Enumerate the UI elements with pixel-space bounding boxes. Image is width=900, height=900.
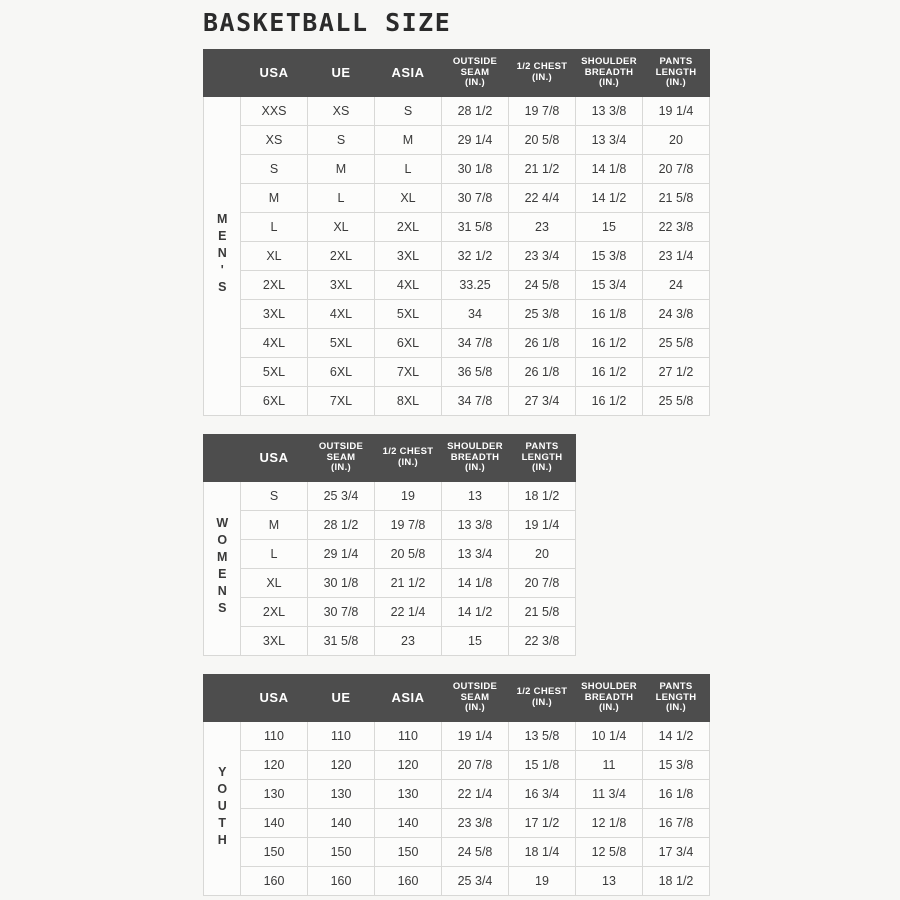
column-header-usa: USA (241, 50, 308, 97)
table-row (204, 598, 576, 627)
cell: 31 5/8 (442, 213, 509, 242)
cell: 110 (375, 722, 442, 751)
table-row (204, 722, 710, 751)
table-row (204, 271, 710, 300)
column-header-ue: UE (308, 675, 375, 722)
cell: 2XL (241, 271, 308, 300)
cell: 13 3/8 (442, 511, 509, 540)
mens-size-table-block (203, 49, 710, 416)
table-row (204, 780, 710, 809)
cell: XL (241, 242, 308, 271)
cell: S (241, 482, 308, 511)
table-row (204, 540, 576, 569)
cell: 20 7/8 (643, 155, 710, 184)
cell: 20 5/8 (509, 126, 576, 155)
cell: 120 (308, 751, 375, 780)
youth-size-table-block (203, 674, 710, 896)
cell: 26 1/8 (509, 329, 576, 358)
cell: 16 1/2 (576, 358, 643, 387)
cell: 22 1/4 (375, 598, 442, 627)
cell: 28 1/2 (442, 97, 509, 126)
table-row (204, 511, 576, 540)
cell: 33.25 (442, 271, 509, 300)
table-row (204, 751, 710, 780)
cell: 23 3/8 (442, 809, 509, 838)
womens-size-table (203, 434, 576, 656)
cell: 130 (241, 780, 308, 809)
cell: 13 (442, 482, 509, 511)
cell: 22 3/8 (643, 213, 710, 242)
table-header-row (204, 435, 576, 482)
cell: 13 (576, 867, 643, 896)
cell: 7XL (308, 387, 375, 416)
column-header-ue: UE (308, 50, 375, 97)
cell: 16 7/8 (643, 809, 710, 838)
column-header-outside-seam: OUTSIDE SEAM (IN.) (442, 50, 509, 97)
cell: 2XL (375, 213, 442, 242)
cell: 15 (576, 213, 643, 242)
cell: 21 5/8 (643, 184, 710, 213)
column-header-half-chest: 1/2 CHEST (IN.) (375, 435, 442, 482)
cell: 3XL (308, 271, 375, 300)
table-row (204, 809, 710, 838)
cell: 24 (643, 271, 710, 300)
cell: 14 1/2 (442, 598, 509, 627)
cell: 12 5/8 (576, 838, 643, 867)
cell: 6XL (375, 329, 442, 358)
cell: 16 1/8 (576, 300, 643, 329)
table-row (204, 569, 576, 598)
cell: 5XL (241, 358, 308, 387)
cell: 21 1/2 (375, 569, 442, 598)
cell: 24 5/8 (442, 838, 509, 867)
cell: XL (241, 569, 308, 598)
table-row (204, 242, 710, 271)
table-row (204, 329, 710, 358)
cell: 19 (509, 867, 576, 896)
table-header-row (204, 50, 710, 97)
cell: 150 (375, 838, 442, 867)
cell: 21 1/2 (509, 155, 576, 184)
cell: S (375, 97, 442, 126)
cell: 15 3/4 (576, 271, 643, 300)
cell: M (308, 155, 375, 184)
cell: 3XL (241, 627, 308, 656)
cell: L (241, 213, 308, 242)
cell: 22 4/4 (509, 184, 576, 213)
cell: 30 7/8 (442, 184, 509, 213)
corner-cell (204, 675, 241, 722)
cell: XL (308, 213, 375, 242)
cell: 2XL (241, 598, 308, 627)
table-row (204, 482, 576, 511)
table-row (204, 387, 710, 416)
cell: 6XL (308, 358, 375, 387)
cell: L (308, 184, 375, 213)
column-header-asia: ASIA (375, 50, 442, 97)
cell: 18 1/2 (643, 867, 710, 896)
table-row (204, 838, 710, 867)
cell: 14 1/8 (442, 569, 509, 598)
cell: 7XL (375, 358, 442, 387)
corner-cell (204, 435, 241, 482)
corner-cell (204, 50, 241, 97)
cell: 26 1/8 (509, 358, 576, 387)
cell: 19 7/8 (509, 97, 576, 126)
cell: 13 3/4 (576, 126, 643, 155)
column-header-asia: ASIA (375, 675, 442, 722)
cell: 34 7/8 (442, 387, 509, 416)
column-header-outside-seam: OUTSIDE SEAM (IN.) (308, 435, 375, 482)
cell: 20 (509, 540, 576, 569)
cell: M (241, 184, 308, 213)
cell: 120 (241, 751, 308, 780)
cell: S (308, 126, 375, 155)
cell: 30 1/8 (308, 569, 375, 598)
cell: 23 3/4 (509, 242, 576, 271)
cell: 120 (375, 751, 442, 780)
cell: 27 1/2 (643, 358, 710, 387)
womens-size-table-block (203, 434, 576, 656)
mens-size-table (203, 49, 710, 416)
cell: 21 5/8 (509, 598, 576, 627)
cell: 160 (375, 867, 442, 896)
cell: M (375, 126, 442, 155)
table-row (204, 97, 710, 126)
cell: 110 (308, 722, 375, 751)
cell: 22 1/4 (442, 780, 509, 809)
cell: 30 7/8 (308, 598, 375, 627)
cell: 16 1/2 (576, 329, 643, 358)
cell: 13 3/8 (576, 97, 643, 126)
table-row (204, 300, 710, 329)
youth-table-body (204, 722, 710, 896)
table-row (204, 627, 576, 656)
cell: 150 (241, 838, 308, 867)
cell: XXS (241, 97, 308, 126)
womens-table-body (204, 482, 576, 656)
cell: 27 3/4 (509, 387, 576, 416)
cell: 14 1/8 (576, 155, 643, 184)
cell: 25 5/8 (643, 329, 710, 358)
cell: 20 7/8 (442, 751, 509, 780)
cell: 16 1/8 (643, 780, 710, 809)
cell: 160 (308, 867, 375, 896)
cell: 25 3/4 (308, 482, 375, 511)
cell: XS (308, 97, 375, 126)
cell: 28 1/2 (308, 511, 375, 540)
cell: 36 5/8 (442, 358, 509, 387)
cell: 32 1/2 (442, 242, 509, 271)
column-header-pants-length: PANTS LENGTH (IN.) (643, 675, 710, 722)
cell: 160 (241, 867, 308, 896)
page-title: BASKETBALL SIZE (203, 8, 452, 37)
row-group-label-mens: MEN'S (204, 97, 241, 416)
youth-table-head (204, 675, 710, 722)
cell: 130 (375, 780, 442, 809)
cell: S (241, 155, 308, 184)
table-row (204, 867, 710, 896)
cell: 15 3/8 (643, 751, 710, 780)
cell: 20 7/8 (509, 569, 576, 598)
cell: 140 (308, 809, 375, 838)
mens-table-head (204, 50, 710, 97)
cell: 3XL (375, 242, 442, 271)
table-row (204, 213, 710, 242)
cell: 13 5/8 (509, 722, 576, 751)
cell: L (241, 540, 308, 569)
cell: L (375, 155, 442, 184)
cell: 23 (375, 627, 442, 656)
youth-size-table (203, 674, 710, 896)
cell: 30 1/8 (442, 155, 509, 184)
cell: 19 1/4 (442, 722, 509, 751)
cell: 20 5/8 (375, 540, 442, 569)
cell: 16 3/4 (509, 780, 576, 809)
cell: 14 1/2 (576, 184, 643, 213)
column-header-half-chest: 1/2 CHEST (IN.) (509, 50, 576, 97)
cell: 20 (643, 126, 710, 155)
column-header-half-chest: 1/2 CHEST (IN.) (509, 675, 576, 722)
cell: 4XL (308, 300, 375, 329)
cell: 5XL (308, 329, 375, 358)
cell: 29 1/4 (442, 126, 509, 155)
cell: M (241, 511, 308, 540)
cell: 140 (375, 809, 442, 838)
cell: 15 1/8 (509, 751, 576, 780)
cell: 31 5/8 (308, 627, 375, 656)
cell: 2XL (308, 242, 375, 271)
cell: 23 (509, 213, 576, 242)
cell: 15 (442, 627, 509, 656)
cell: 18 1/4 (509, 838, 576, 867)
cell: 18 1/2 (509, 482, 576, 511)
column-header-outside-seam: OUTSIDE SEAM (IN.) (442, 675, 509, 722)
cell: 22 3/8 (509, 627, 576, 656)
cell: 24 3/8 (643, 300, 710, 329)
cell: 34 7/8 (442, 329, 509, 358)
cell: 23 1/4 (643, 242, 710, 271)
table-header-row (204, 675, 710, 722)
cell: 17 3/4 (643, 838, 710, 867)
cell: 4XL (241, 329, 308, 358)
cell: 19 1/4 (643, 97, 710, 126)
column-header-shoulder-breadth: SHOULDER BREADTH (IN.) (576, 675, 643, 722)
cell: 5XL (375, 300, 442, 329)
column-header-pants-length: PANTS LENGTH (IN.) (509, 435, 576, 482)
cell: 17 1/2 (509, 809, 576, 838)
cell: XS (241, 126, 308, 155)
cell: XL (375, 184, 442, 213)
table-row (204, 155, 710, 184)
womens-table-head (204, 435, 576, 482)
cell: 34 (442, 300, 509, 329)
column-header-shoulder-breadth: SHOULDER BREADTH (IN.) (576, 50, 643, 97)
column-header-usa: USA (241, 675, 308, 722)
cell: 150 (308, 838, 375, 867)
cell: 6XL (241, 387, 308, 416)
cell: 19 7/8 (375, 511, 442, 540)
column-header-usa: USA (241, 435, 308, 482)
cell: 13 3/4 (442, 540, 509, 569)
table-row (204, 184, 710, 213)
cell: 19 1/4 (509, 511, 576, 540)
cell: 14 1/2 (643, 722, 710, 751)
cell: 25 3/8 (509, 300, 576, 329)
cell: 12 1/8 (576, 809, 643, 838)
mens-table-body (204, 97, 710, 416)
row-group-label-youth: YOUTH (204, 722, 241, 896)
cell: 4XL (375, 271, 442, 300)
cell: 16 1/2 (576, 387, 643, 416)
cell: 8XL (375, 387, 442, 416)
cell: 29 1/4 (308, 540, 375, 569)
cell: 19 (375, 482, 442, 511)
cell: 3XL (241, 300, 308, 329)
column-header-pants-length: PANTS LENGTH (IN.) (643, 50, 710, 97)
cell: 24 5/8 (509, 271, 576, 300)
cell: 140 (241, 809, 308, 838)
cell: 130 (308, 780, 375, 809)
table-row (204, 358, 710, 387)
cell: 15 3/8 (576, 242, 643, 271)
row-group-label-womens: WOMENS (204, 482, 241, 656)
cell: 11 (576, 751, 643, 780)
column-header-shoulder-breadth: SHOULDER BREADTH (IN.) (442, 435, 509, 482)
cell: 25 5/8 (643, 387, 710, 416)
cell: 11 3/4 (576, 780, 643, 809)
cell: 110 (241, 722, 308, 751)
table-row (204, 126, 710, 155)
cell: 25 3/4 (442, 867, 509, 896)
cell: 10 1/4 (576, 722, 643, 751)
